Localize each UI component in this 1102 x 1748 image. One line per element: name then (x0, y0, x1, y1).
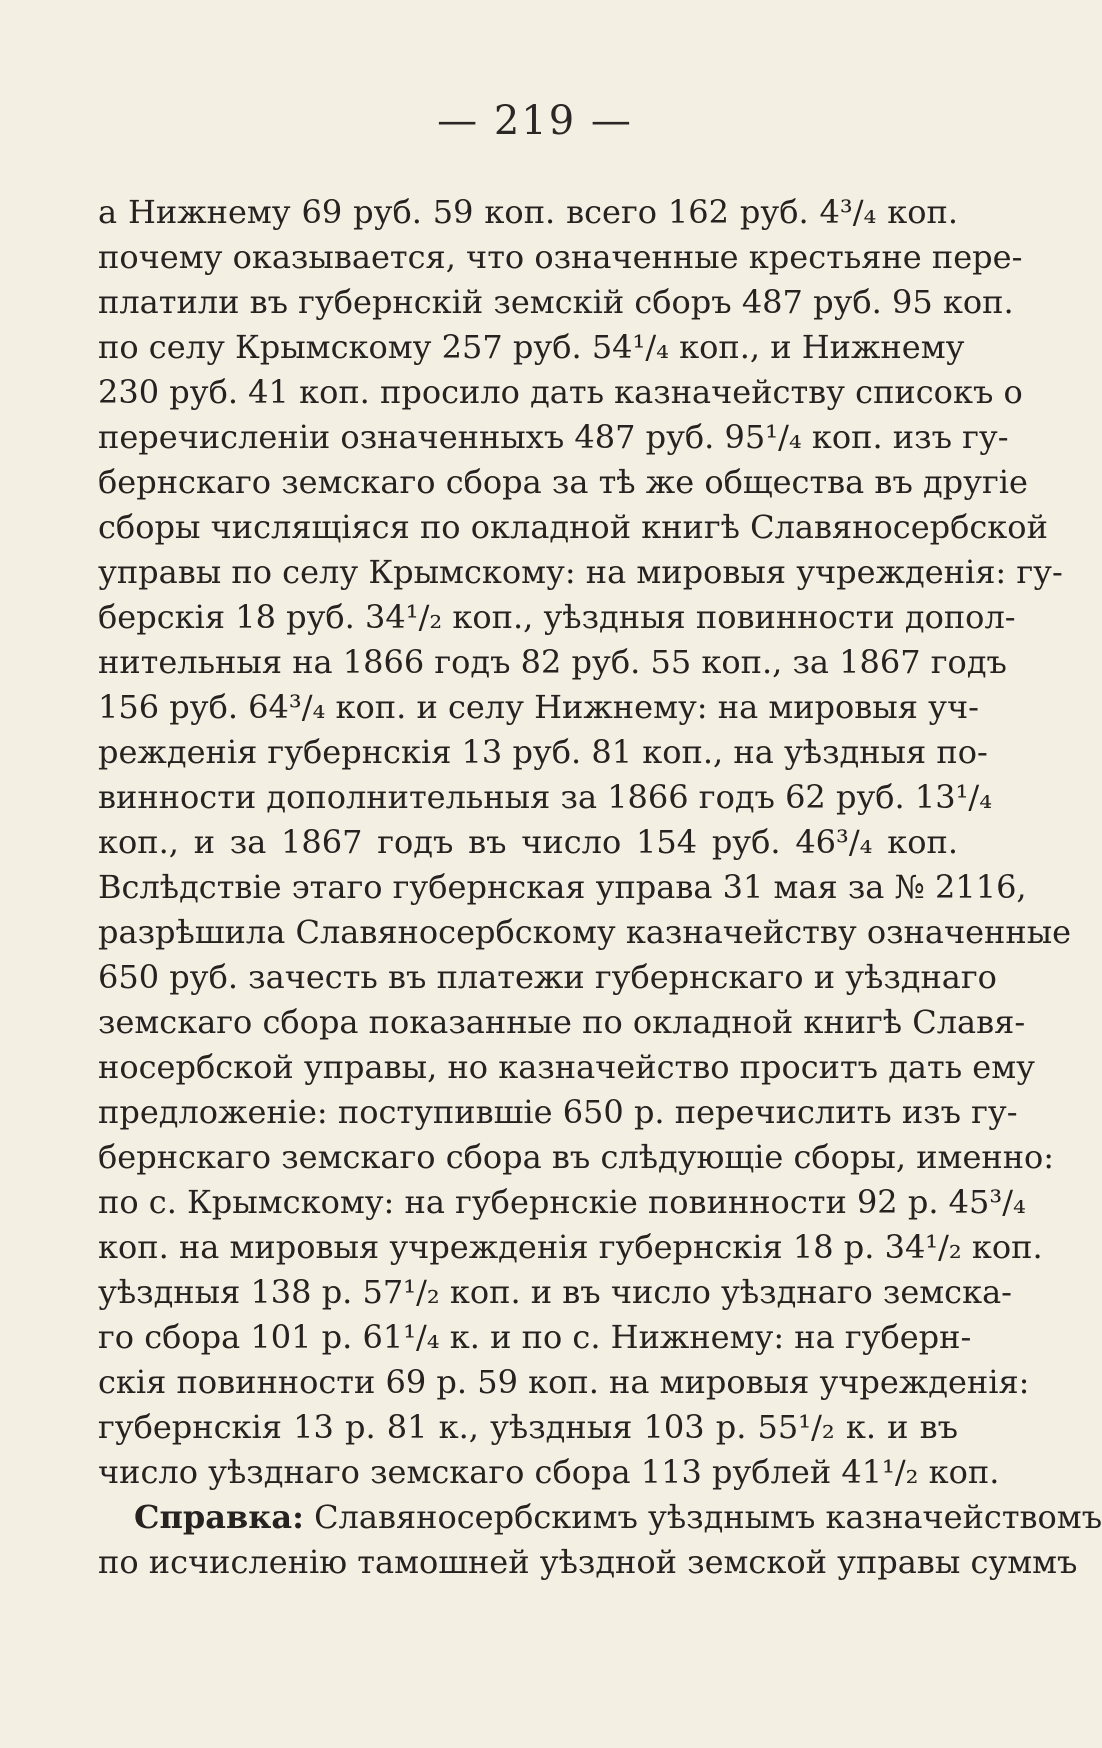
text-line: земскаго сбора показанные по окладной книгѣ Славя- (98, 1003, 1026, 1041)
text-line: коп., и за 1867 годъ въ число 154 руб. 46³/₄ коп. (98, 823, 958, 861)
text-line: по исчисленію тамошней уѣздной земской управы суммъ (98, 1543, 1078, 1581)
body-text (98, 190, 1102, 1585)
text-line: берскія 18 руб. 34¹/₂ коп., уѣздныя повинности допол- (98, 598, 1016, 636)
text-line: 156 руб. 64³/₄ коп. и селу Нижнему: на мировыя уч- (98, 688, 979, 726)
text-line: коп. на мировыя учрежденія губернскія 18 р. 34¹/₂ коп. (98, 1228, 1043, 1266)
reference-label: Справка: (134, 1498, 304, 1536)
text-line: бернскаго земскаго сбора за тѣ же общества въ другіе (98, 463, 1028, 501)
text-line: перечисленіи означенныхъ 487 руб. 95¹/₄ коп. изъ гу- (98, 418, 1009, 456)
text-line: число уѣзднаго земскаго сбора 113 рублей 41¹/₂ коп. (98, 1453, 1000, 1491)
text-line: го сбора 101 р. 61¹/₄ к. и по с. Нижнему: на губерн- (98, 1318, 972, 1356)
text-line: сборы числящіяся по окладной книгѣ Славяносербской (98, 508, 1048, 546)
text-line: бернскаго земскаго сбора въ слѣдующіе сборы, именно: (98, 1138, 1055, 1176)
text-line: режденія губернскія 13 руб. 81 коп., на уѣздныя по- (98, 733, 988, 771)
text-line: 650 руб. зачесть въ платежи губернскаго и уѣзднаго (98, 958, 997, 996)
reference-text: Славяносербскимъ уѣзднымъ казначействомъ (314, 1498, 1102, 1536)
text-line: по с. Крымскому: на губернскіе повинности 92 р. 45³/₄ (98, 1183, 1026, 1221)
text-line: предложеніе: поступившіе 650 р. перечислить изъ гу- (98, 1093, 1018, 1131)
page-number: — 219 — (437, 98, 633, 144)
text-line: платили въ губернскій земскій сборъ 487 руб. 95 коп. (98, 283, 1014, 321)
text-line: 230 руб. 41 коп. просило дать казначейству списокъ о (98, 373, 1023, 411)
text-line: скія повинности 69 р. 59 коп. на мировыя учрежденія: (98, 1363, 1030, 1401)
text-line: по селу Крымскому 257 руб. 54¹/₄ коп., и Нижнему (98, 328, 965, 366)
text-line: винности дополнительныя за 1866 годъ 62 руб. 13¹/₄ (98, 778, 993, 816)
reference-paragraph-line (98, 1495, 1102, 1540)
text-line: управы по селу Крымскому: на мировыя учрежденія: гу- (98, 553, 1063, 591)
text-line: нительныя на 1866 годъ 82 руб. 55 коп., за 1867 годъ (98, 643, 1007, 681)
text-line: почему оказывается, что означенные крестьяне пере- (98, 238, 1023, 276)
text-line: уѣздныя 138 р. 57¹/₂ коп. и въ число уѣзднаго земска- (98, 1273, 1012, 1311)
text-line: носербской управы, но казначейство проситъ дать ему (98, 1048, 1035, 1086)
text-line: Вслѣдствіе этаго губернская управа 31 мая за № 2116, (98, 868, 1027, 906)
text-line: губернскія 13 р. 81 к., уѣздныя 103 р. 55¹/₂ к. и въ (98, 1408, 958, 1446)
text-line: разрѣшила Славяносербскому казначейству означенные (98, 913, 1072, 951)
text-line: а Нижнему 69 руб. 59 коп. всего 162 руб. 4³/₄ коп. (98, 193, 958, 231)
